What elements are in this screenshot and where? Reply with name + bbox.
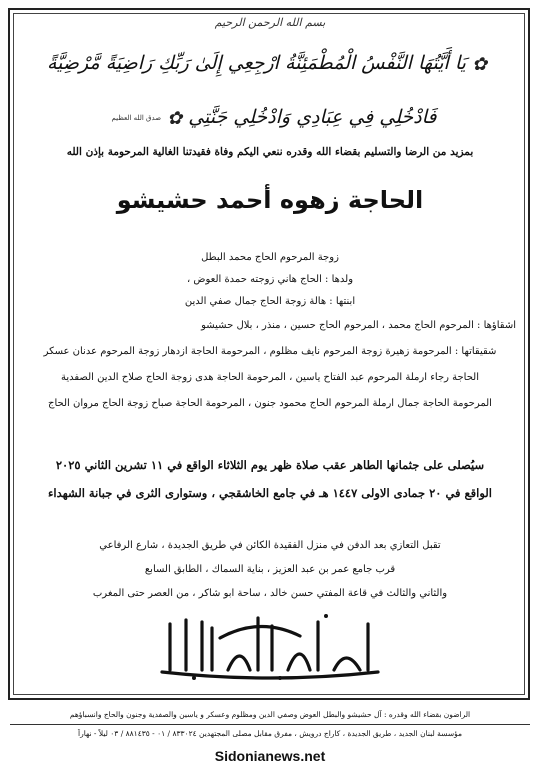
quran-verse-line2: فَادْخُلِي فِي عِبَادِي وَادْخُلِي جَنَّتِي✿صدق الله العظيم: [111, 106, 437, 129]
quran-verse-line1: ✿يَا أَيَّتُهَا النَّفْسُ الْمُطْمَئِنَّةُ ارْجِعِي إِلَىٰ رَبِّكِ رَاضِيَةً مَّرْضِيَّةً: [46, 52, 488, 75]
deceased-name: الحاجة زهوه أحمد حشيشو: [116, 186, 424, 214]
flower-icon: ✿: [471, 53, 488, 75]
basmala: بسم الله الرحمن الرحيم: [214, 16, 326, 29]
announcement-intro: بمزيد من الرضا والتسليم بقضاء الله وقدره ننعي اليكم وفاة فقيدتنا الغالية المرحومة بإذن الله: [66, 146, 474, 158]
funeral-line-1: سيُصلى على جثمانها الطاهر عقب صلاة ظهر يوم الثلاثاء الواقع في ١١ تشرين الثاني ٢٠٢٥: [55, 458, 485, 472]
site-watermark: Sidonianews.net: [214, 748, 326, 764]
condolences-line-3: والثاني والثالث في قاعة المفتي حسن خالد ، ساحة ابو شاكر ، من العصر حتى المغرب: [92, 588, 448, 599]
brothers-line: اشقاؤها : المرحوم الحاج محمد ، المرحوم الحاج حسين ، منذر ، بلال حشيشو: [201, 320, 516, 331]
funeral-line-2: الواقع في ٢٠ جمادى الاولى ١٤٤٧ هـ في جامع الخاشقجي ، وستوارى الثرى في جبانة الشهداء: [48, 486, 492, 500]
spouse-line: زوجة المرحوم الحاج محمد البطل: [201, 252, 339, 263]
verse-attribution: صدق الله العظيم: [111, 114, 162, 122]
sisters-line-1: شقيقاتها : المرحومة زهيرة زوجة المرحوم نايف مظلوم ، المرحومة الحاجة ازدهار زوجة المرحوم عدنان عسكر: [43, 346, 497, 357]
son-line: ولدها : الحاج هاني زوجته حمدة العوض ،: [186, 274, 354, 285]
sisters-line-3: المرحومة الحاجة جمال ارملة المرحوم الحاج محمود جنون ، المرحومة الحاجة صباح زوجة الحاج مروان الحاج: [48, 398, 492, 409]
daughter-line: ابنتها : هالة زوجة الحاج جمال صفي الدين: [184, 296, 356, 307]
footer-divider: [10, 724, 530, 725]
condolences-line-2: قرب جامع عمر بن عبد العزيز ، بناية السماك ، الطابق السابع: [144, 564, 396, 575]
condolences-line-1: تقبل التعازي بعد الدفن في منزل الفقيدة الكائن في طريق الجديدة ، شارع الرفاعي: [99, 540, 441, 551]
footer-address: مؤسسة لبنان الجديد ، طريق الجديدة ، كاراج درويش ، مفرق مقابل مصلى المجتهدين ٨٣٣٠٢٤ / ٠١ - ٨٨١٤٣٥ / ٠٣ ليلاً - نهاراً: [78, 729, 462, 738]
footer-mourners: الراضون بقضاء الله وقدره : آل حشيشو والبطل العوض وصفي الدين ومظلوم وعسكر و ياسين والصفدية وجنون والحاج وانسباؤهم: [69, 710, 471, 719]
sisters-line-2: الحاجة رجاء ارملة المرحوم عبد الفتاح ياسين ، المرحومة الحاجة هدى زوجة الحاج صلاح الدين الصفدية: [60, 372, 480, 383]
calligraphy-inna-lillahi: [150, 612, 390, 682]
flower-icon: ✿: [167, 107, 183, 129]
